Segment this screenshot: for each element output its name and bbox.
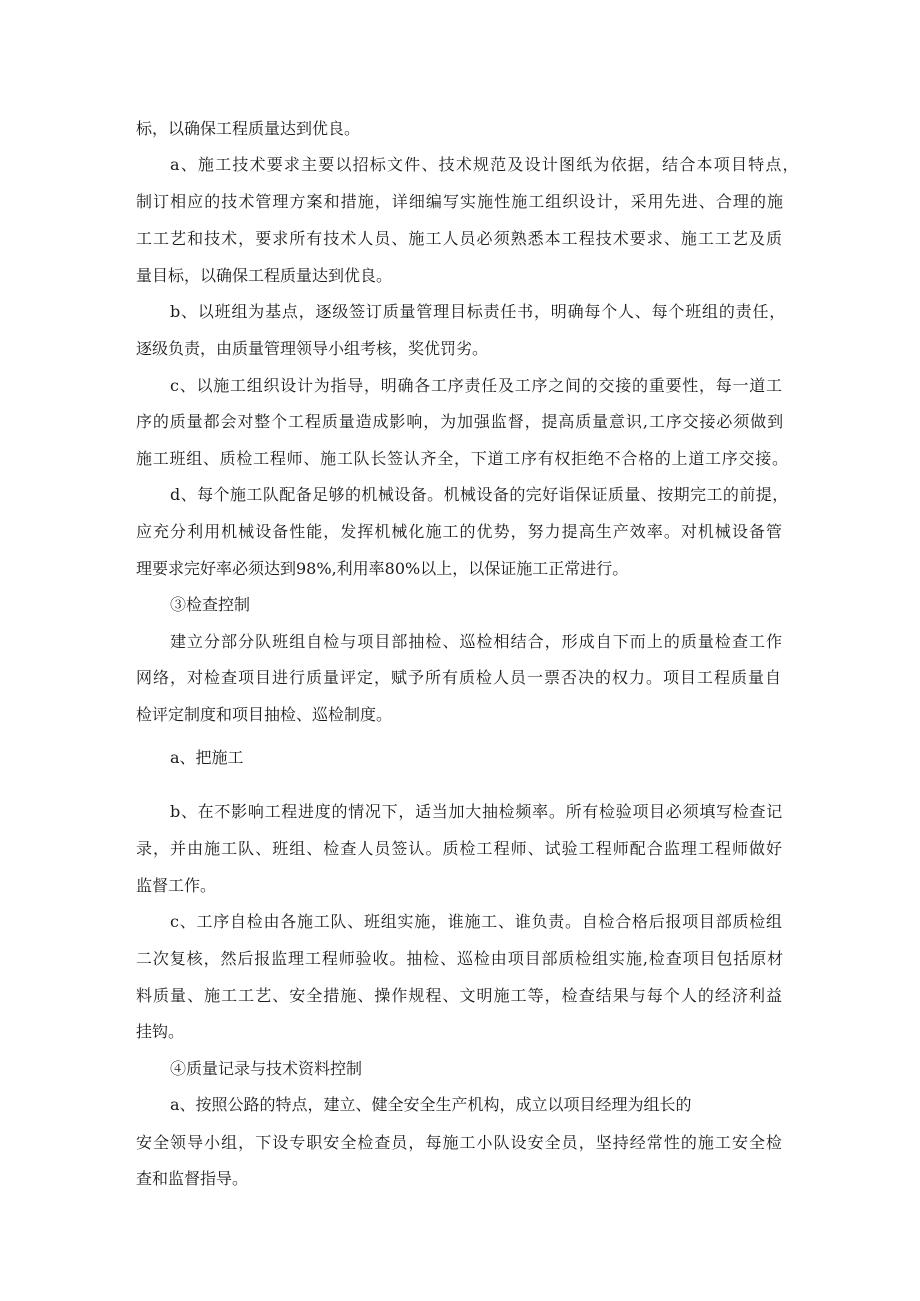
text-line: 施工班组、质检工程师、施工队长签认齐全，下道工序有权拒绝不合格的上道工序交接。 xyxy=(136,449,789,468)
text-line: c、以施工组织设计为指导，明确各工序责任及工序之间的交接的重要性，每一道工 xyxy=(170,376,783,395)
text-line: a、按照公路的特点，建立、健全安全生产机构，成立以项目经理为组长的 xyxy=(170,1095,692,1114)
text-line: 逐级负责，由质量管理领导小组考核，奖优罚劣。 xyxy=(136,339,489,358)
text-line: b、在不影响工程进度的情况下，适当加大抽检频率。所有检验项目必须填写检查记 xyxy=(170,802,783,821)
text-line: 标，以确保工程质量达到优良。 xyxy=(136,119,361,138)
text-line: 二次复核，然后报监理工程师验收。抽检、巡检由项目部质检组实施,检查项目包括原材 xyxy=(136,949,784,968)
text-line: 应充分利用机械设备性能，发挥机械化施工的优势，努力提高生产效率。对机械设备管 xyxy=(136,522,784,541)
text-line: 工工艺和技术，要求所有技术人员、施工人员必须熟悉本工程技术要求、施工工艺及质 xyxy=(136,229,784,248)
text-line: 制订相应的技术管理方案和措施，详细编写实施性施工组织设计，采用先进、合理的施 xyxy=(136,192,785,211)
text-line: b、以班组为基点，逐级签订质量管理目标责任书，明确每个人、每个班组的责任， xyxy=(170,302,787,321)
text-line: 量目标，以确保工程质量达到优良。 xyxy=(136,266,393,285)
text-line: 查和监督指导。 xyxy=(136,1169,249,1188)
text-line: 理要求完好率必须达到98%,利用率80%以上，以保证施工正常进行。 xyxy=(136,559,629,578)
text-line: c、工序自检由各施工队、班组实施，谁施工、谁负责。自检合格后报项目部质检组 xyxy=(170,912,783,931)
text-line: 序的质量都会对整个工程质量造成影响，为加强监督，提高质量意识,工序交接必须做到 xyxy=(136,412,784,431)
text-line: 检评定制度和项目抽检、巡检制度。 xyxy=(136,705,393,724)
text-line: 料质量、施工工艺、安全措施、操作规程、文明施工等，检查结果与每个人的经济利益 xyxy=(136,986,784,1005)
text-line: d、每个施工队配备足够的机械设备。机械设备的完好诣保证质量、按期完工的前提， xyxy=(170,485,789,504)
text-line: 建立分部分队班组自检与项目部抽检、巡检相结合，形成自下而上的质量检查工作 xyxy=(170,632,784,651)
text-line: 安全领导小组，下设专职安全检查员，每施工小队设安全员，坚持经常性的施工安全检 xyxy=(136,1133,784,1152)
text-line: 监督工作。 xyxy=(136,876,217,895)
text-line: a、施工技术要求主要以招标文件、技术规范及设计图纸为依据，结合本项目特点， xyxy=(170,155,800,174)
text-line: 网络，对检查项目进行质量评定，赋予所有质检人员一票否决的权力。项目工程质量自 xyxy=(136,668,783,687)
text-line: ③检查控制 xyxy=(170,595,251,614)
text-line: 录，并由施工队、班组、检查人员签认。质检工程师、试验工程师配合监理工程师做好 xyxy=(136,839,784,858)
text-line: ④质量记录与技术资料控制 xyxy=(170,1059,363,1078)
text-line: a、把施工 xyxy=(170,748,244,767)
text-line: 挂钩。 xyxy=(136,1022,185,1041)
